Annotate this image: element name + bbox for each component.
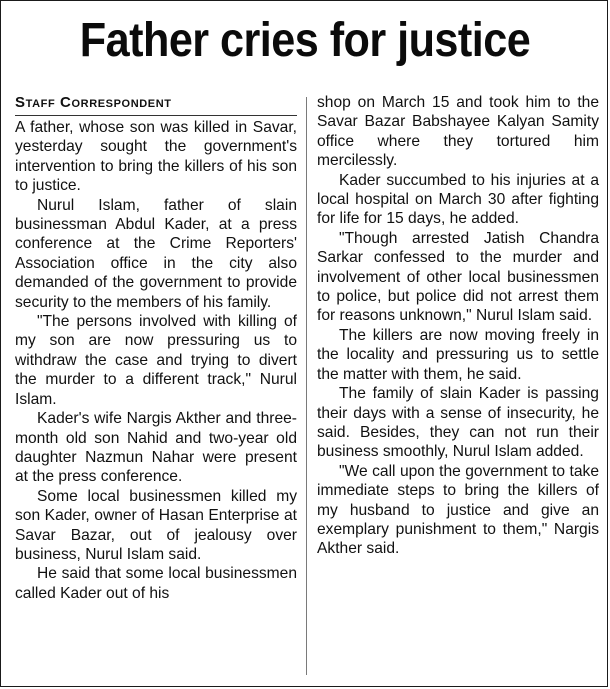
- paragraph: He said that some local businessmen called Kader out of his: [15, 565, 297, 602]
- paragraph: Kader's wife Nargis Akther and three-month old son Nahid and two-year old daughter Nazmun Nahar were present at the press conference.: [15, 410, 297, 486]
- paragraph: Some local businessmen killed my son Kader, owner of Hasan Enterprise at Savar Bazar, out of jealousy over business, Nurul Islam said.: [15, 487, 297, 563]
- paragraph: The family of slain Kader is passing their days with a sense of insecurity, he said. Besides, they can not run their business smoothly, Nurul Islam added.: [317, 385, 599, 461]
- paragraph: The killers are now moving freely in the locality and pressuring us to settle the matter with them, he said.: [317, 326, 599, 383]
- article-column-right: [317, 93, 599, 559]
- article-column-left: [15, 93, 297, 603]
- paragraph: Nurul Islam, father of slain businessman Abdul Kader, at a press conference at the Crime Reporters' Association office in the city also demanded of the government to provide security to the members of his family.: [15, 196, 297, 311]
- headline: Father cries for justice: [79, 14, 531, 67]
- paragraph: "Though arrested Jatish Chandra Sarkar confessed to the murder and involvement of other local businessmen to police, but police did not arrest them for reasons unknown," Nurul Islam said.: [317, 229, 599, 325]
- paragraph: A father, whose son was killed in Savar, yesterday sought the government's intervention to bring the killers of his son to justice.: [15, 119, 297, 195]
- byline-text: Staff Correspondent: [15, 94, 172, 111]
- paragraph: "The persons involved with killing of my son are now pressuring us to withdraw the case and trying to divert the murder to a different track," Nurul Islam.: [15, 313, 297, 408]
- column-divider: [306, 97, 307, 675]
- article-body: [15, 93, 597, 683]
- paragraph: Kader succumbed to his injuries at a local hospital on March 30 after fighting for life for 15 days, he added.: [317, 171, 599, 228]
- byline: [15, 93, 297, 116]
- paragraph: "We call upon the government to take immediate steps to bring the killers of my husband to justice and give an exemplary punishment to them," Nargis Akther said.: [317, 462, 599, 558]
- paragraph: shop on March 15 and took him to the Savar Bazar Babshayee Kalyan Samity office where they tortured him mercilessly.: [317, 94, 599, 170]
